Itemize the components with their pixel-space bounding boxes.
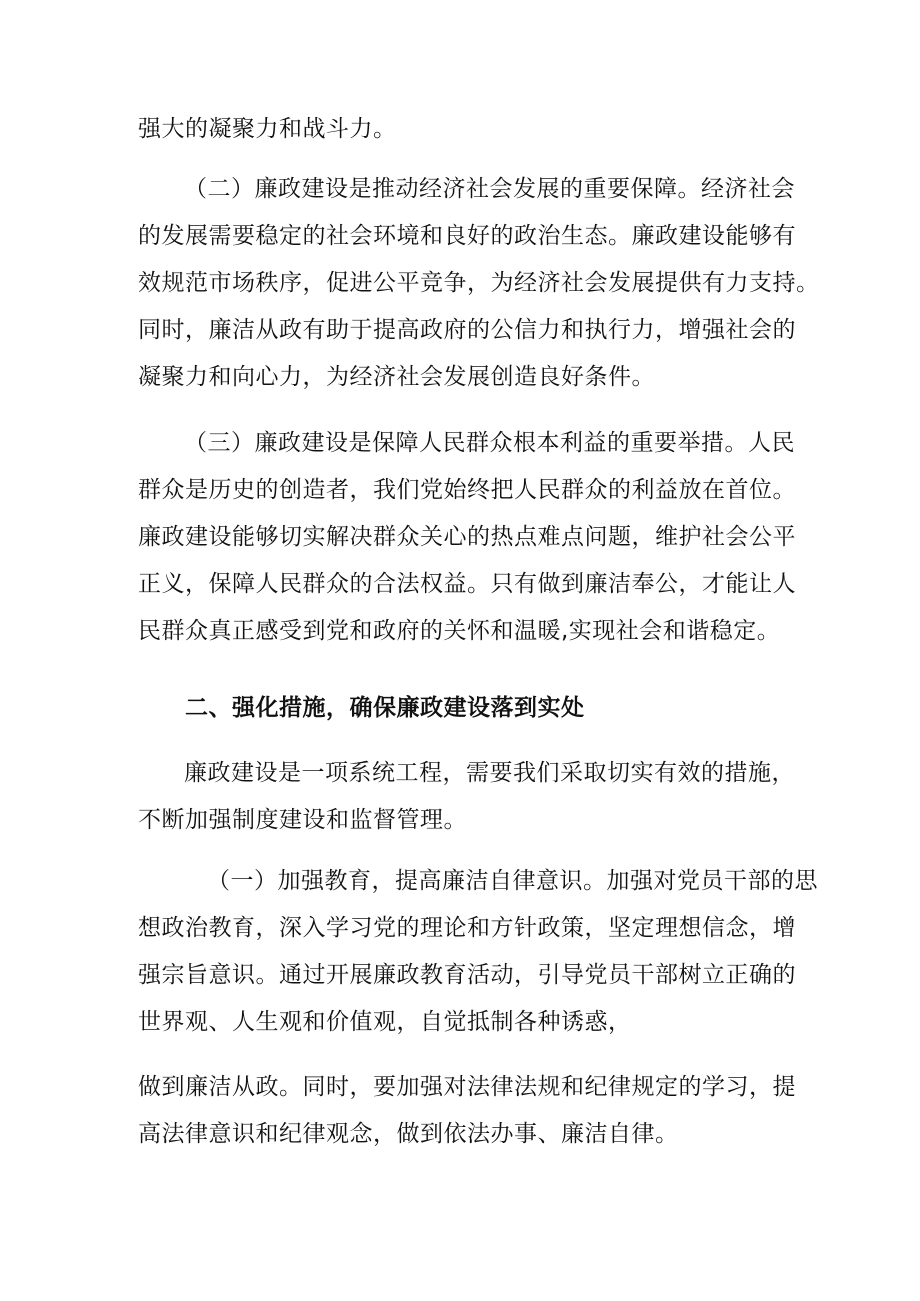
text-line: 强宗旨意识。通过开展廉政教育活动，引导党员干部树立正确的 [138,962,796,988]
text-line: 效规范市场秩序，促进公平竞争，为经济社会发展提供有力支持。 [138,270,820,296]
paragraph-1 [138,858,818,1046]
text-line: 廉政建设能够切实解决群众关心的热点难点问题，维护社会公平 [138,524,796,550]
text-line: 强大的凝聚力和战斗力。 [138,116,397,142]
text-line: 凝聚力和向心力，为经济社会发展创造良好条件。 [138,364,655,390]
text-line: 正义，保障人民群众的合法权益。只有做到廉洁奉公，才能让人 [138,571,796,597]
text-line: 高法律意识和纪律观念，做到依法办事、廉洁自律。 [138,1121,679,1147]
paragraph-2 [138,166,820,401]
text-line: （三）廉政建设是保障人民群众根本利益的重要举措。人民 [184,430,795,456]
text-line: 做到廉洁从政。同时，要加强对法律法规和纪律规定的学习，提 [138,1074,796,1100]
text-line: 的发展需要稳定的社会环境和良好的政治生态。廉政建设能够有 [138,223,796,249]
text-line: 廉政建设是一项系统工程，需要我们采取切实有效的措施， [184,760,795,786]
text-line: 民群众真正感受到党和政府的关怀和温暖,实现社会和谐稳定。 [138,618,781,644]
section-heading: 二、强化措施，确保廉政建设落到实处 [185,695,585,721]
text-line: （二）廉政建设是推动经济社会发展的重要保障。经济社会 [184,176,795,202]
text-line: 群众是历史的创造者，我们党始终把人民群众的利益放在首位。 [138,477,796,503]
text-line: 想政治教育，深入学习党的理论和方针政策，坚定理想信念，增 [138,915,796,941]
paragraph-intro [138,750,795,844]
text-line: 世界观、人生观和价值观，自觉抵制各种诱惑， [138,1009,632,1035]
text-line: 不断加强制度建设和监督管理。 [138,807,467,833]
text-line: （一）加强教育，提高廉洁自律意识。加强对党员干部的思 [207,868,818,894]
paragraph-continuation-2 [138,1064,796,1158]
text-line: 同时，廉洁从政有助于提高政府的公信力和执行力，增强社会的 [138,317,796,343]
paragraph-continuation [138,106,788,153]
paragraph-3 [138,420,796,655]
